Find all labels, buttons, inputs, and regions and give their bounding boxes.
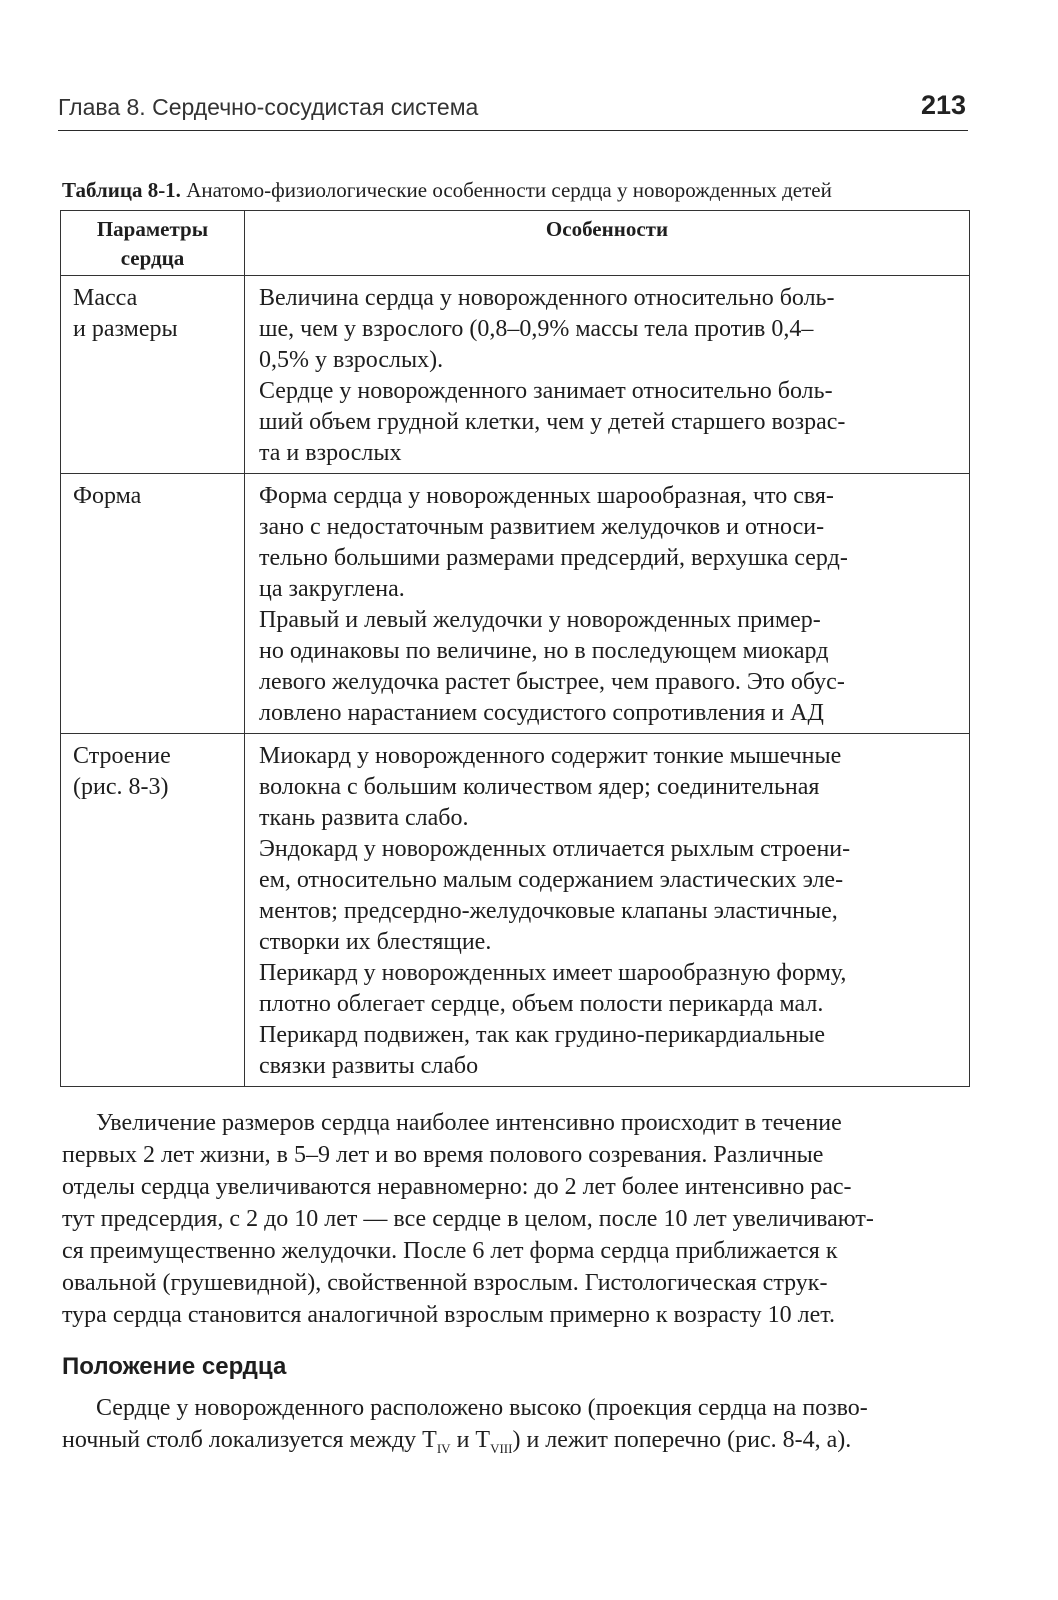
chapter-title: Глава 8. Сердечно-сосудистая система [58,94,479,120]
description-cell [245,276,970,474]
section-heading: Положение сердца [62,1353,287,1380]
page-number: 213 [920,90,966,120]
table-header-row [61,211,970,276]
column-header-features: Особенности [245,211,970,276]
param-cell: Масса и размеры [61,276,245,474]
description-paragraph: Правый и левый желудочки у новорожденных пример- но одинаковы по величине, но в последующем миокард левого желудочка растет быстрее, чем правого. Это обус- ловлено нарастанием сосудистого сопротивления и АД [259,607,845,726]
table-caption-label: Таблица 8-1. [62,178,181,202]
running-head [58,88,968,131]
table-row [61,276,970,474]
description-paragraph: Форма сердца у новорожденных шарообразная, что свя- зано с недостаточным развитием желудочков и относи- тельно большими размерами предсердий, верхушка серд- ца закруглена. [259,483,848,602]
param-cell: Форма [61,474,245,734]
features-table [60,210,970,1087]
description-paragraph: Перикард подвижен, так как грудино-перикардиальные связки развиты слабо [259,1022,826,1079]
table-caption-text: Анатомо-физиологические особенности сердца у новорожденных детей [180,178,832,202]
description-cell [245,474,970,734]
description-paragraph: Перикард у новорожденных имеет шарообразную форму, плотно облегает сердце, объем полости перикарда мал. [259,960,847,1017]
table-row [61,474,970,734]
description-paragraph: Сердце у новорожденного занимает относительно боль- ший объем грудной клетки, чем у детей старшего возрас- та и взрослых [259,378,846,466]
table-row [61,734,970,1087]
column-header-parameters: Параметры сердца [61,211,245,276]
description-paragraph: Эндокард у новорожденных отличается рыхлым строени- ем, относительно малым содержанием эластических эле- ментов; предсердно-желудочковые клапаны эластичные, створки их блестящие. [259,836,851,955]
table-caption [62,178,967,203]
description-cell [245,734,970,1087]
description-paragraph: Величина сердца у новорожденного относительно боль- ше, чем у взрослого (0,8–0,9% массы тела против 0,4– 0,5% у взрослых). [259,285,835,373]
body-paragraph-growth: Увеличение размеров сердца наиболее интенсивно происходит в течение первых 2 лет жизни, в 5–9 лет и во время полового созревания. Различные отделы сердца увеличиваются неравномерно: до 2 лет более интенсивно рас- тут предсердия, с 2 до 10 лет — все сердце в целом, после 10 лет увеличивают- ся преимущественно желудочки. После 6 лет форма сердца приближается к овальной (грушевидной), свойственной взрослым. Гистологическая струк- тура сердца становится аналогичной взрослым примерно к возрасту 10 лет. [62,1110,874,1328]
param-cell: Строение (рис. 8-3) [61,734,245,1087]
body-paragraph-position: Сердце у новорожденного расположено высоко (проекция сердца на позво- ночный столб локализуется между $T_{IV}$ и $T_{VIII}$) и лежит поперечно (рис. 8-4, а). [62,1395,868,1456]
description-paragraph: Миокард у новорожденного содержит тонкие мышечные волокна с большим количеством ядер; соединительная ткань развита слабо. [259,743,842,831]
